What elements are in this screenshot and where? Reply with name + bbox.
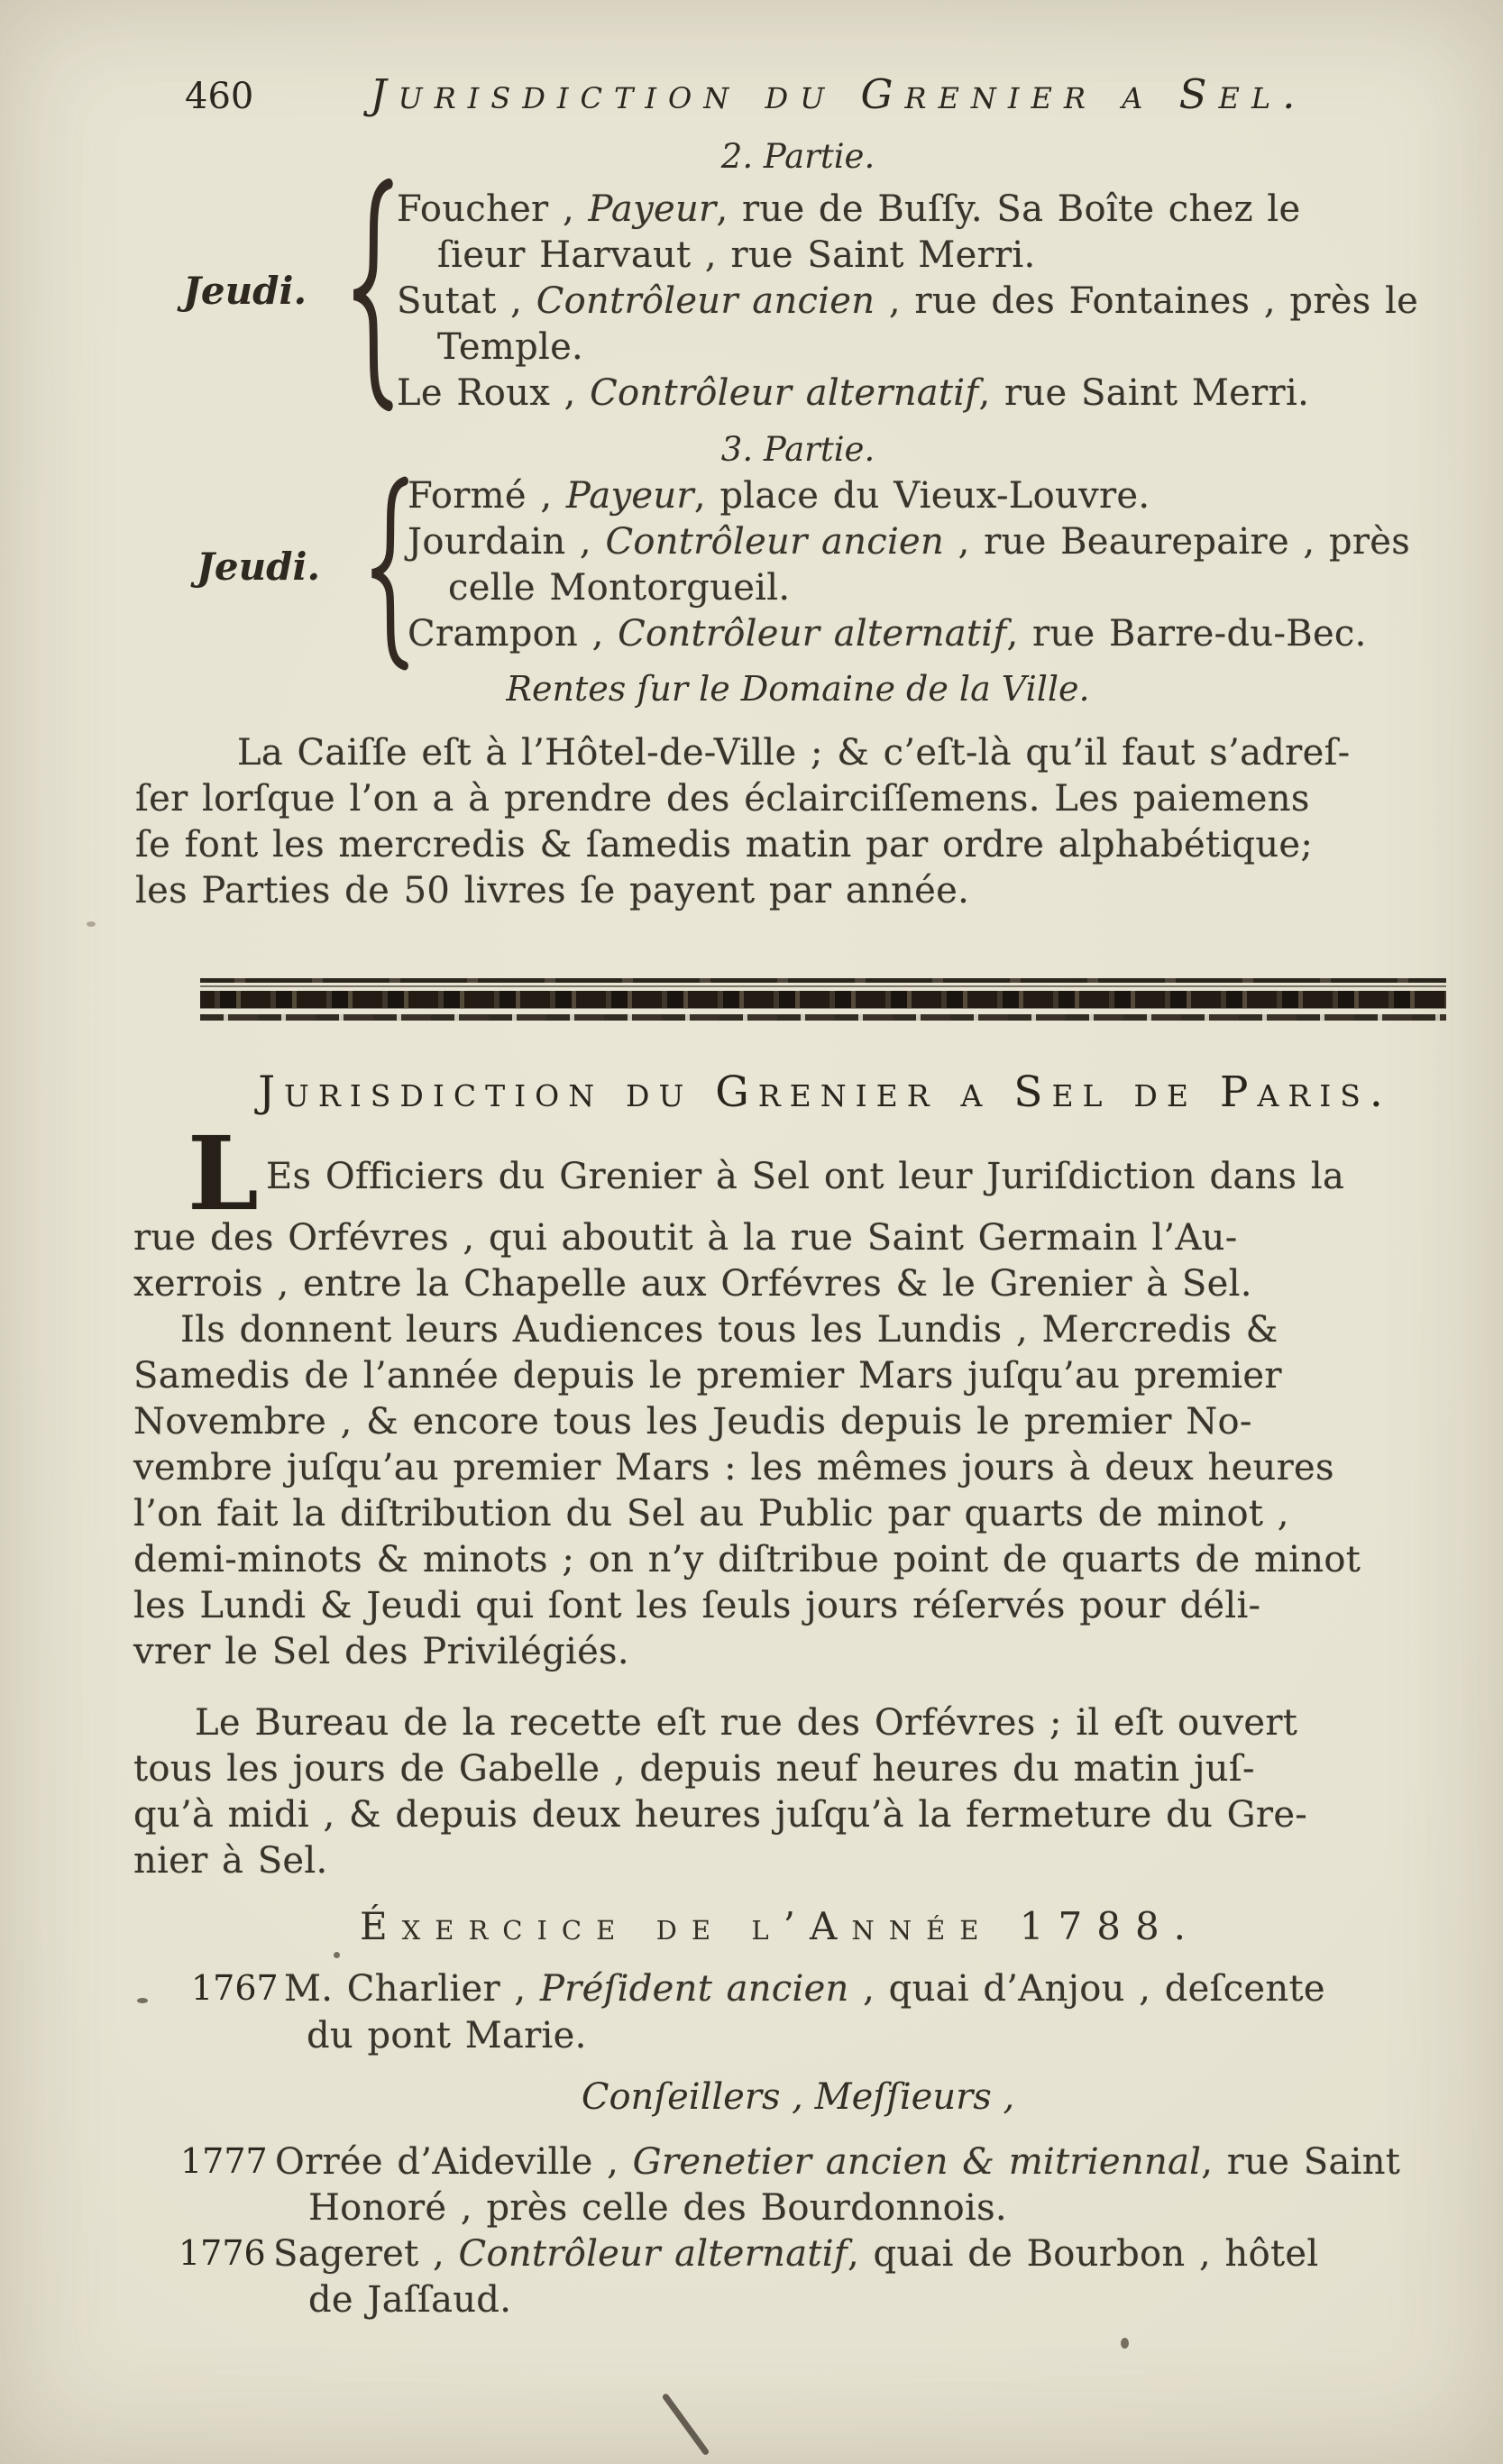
text-line: xerrois , entre la Chapelle aux Orfévres & le Grenier à Sel. xyxy=(133,1263,1252,1305)
text-line: les Parties de 50 livres ſe payent par année. xyxy=(135,870,970,911)
entry-year: 1767 xyxy=(191,1968,279,2008)
text-line: Formé , Payeur, place du Vieux-Louvre. xyxy=(408,475,1150,517)
text-line: Temple. xyxy=(437,326,584,368)
text-line: Le Roux , Contrôleur alternatif, rue Saint Merri. xyxy=(397,372,1310,414)
text-line: M. Charlier , Préſident ancien , quai d’Anjou , deſcente xyxy=(284,1968,1325,2010)
section-title: Jurisdiction du Grenier a Sel de Paris. xyxy=(258,1067,1392,1117)
paragraph-3 xyxy=(133,1700,1307,1884)
paragraph-2 xyxy=(133,1307,1361,1675)
conseillers-heading: Conſeillers , Meſſieurs , xyxy=(581,2076,1015,2118)
text-line: Novembre , & encore tous les Jeudis depuis le premier No- xyxy=(133,1401,1252,1443)
text-line: celle Montorgueil. xyxy=(448,567,791,609)
ink-stroke xyxy=(662,2393,710,2456)
text-line: Es Officiers du Grenier à Sel ont leur Juriſdiction dans la xyxy=(266,1156,1345,1197)
text-line: Samedis de l’année depuis le premier Mars juſqu’au premier xyxy=(133,1355,1282,1397)
text-line: rue des Orfévres , qui aboutit à la rue Saint Germain l’Au- xyxy=(133,1217,1238,1259)
exercice-heading: Éxercice de l’Année 1788. xyxy=(359,1904,1201,1948)
rentes-paragraph xyxy=(135,730,1351,914)
text-line: les Lundi & Jeudi qui ſont les ſeuls jours réſervés pour déli- xyxy=(133,1585,1261,1626)
text-line: ſe font les mercredis & ſamedis matin par ordre alphabétique; xyxy=(135,824,1314,866)
group2-entries xyxy=(408,473,1410,657)
text-line: ſer lorſque l’on a à prendre des éclairciſſemens. Les paiemens xyxy=(135,778,1310,820)
group1-entries xyxy=(397,187,1418,417)
entry-year: 1776 xyxy=(179,2233,266,2273)
text-line: Jourdain , Contrôleur ancien , rue Beaurepaire , près xyxy=(408,521,1411,563)
text-line: l’on fait la diſtribution du Sel au Public par quarts de minot , xyxy=(133,1493,1289,1534)
text-line: Sutat , Contrôleur ancien , rue des Fontaines , près le xyxy=(397,280,1419,322)
ornamental-divider xyxy=(200,978,1446,1025)
page-number: 460 xyxy=(185,76,254,117)
running-title: Jurisdiction du Grenier a Sel. xyxy=(370,70,1307,118)
paragraph-1 xyxy=(133,1215,1252,1307)
text-line: Foucher , Payeur, rue de Buſſy. Sa Boîte chez le xyxy=(397,188,1301,230)
text-line: Honoré , près celle des Bourdonnois. xyxy=(308,2187,1007,2229)
curly-brace-1 xyxy=(344,177,396,413)
text-line: qu’à midi , & depuis deux heures juſqu’à la fermeture du Gre- xyxy=(133,1794,1308,1836)
text-line: demi-minots & minots ; on n’y diſtribue point de quarts de minot xyxy=(133,1539,1361,1580)
text-line: La Caiſſe eſt à l’Hôtel-de-Ville ; & c’eſt-là qu’il faut s’adreſ- xyxy=(237,732,1351,774)
text-line: Crampon , Contrôleur alternatif, rue Barre-du-Bec. xyxy=(408,613,1367,655)
drop-cap: L xyxy=(188,1115,259,1233)
text-line: vembre juſqu’au premier Mars : les mêmes jours à deux heures xyxy=(133,1447,1334,1488)
day-label-jeudi-2: Jeudi. xyxy=(197,545,321,589)
text-line: de Jaſſaud. xyxy=(308,2279,512,2321)
text-line: ſieur Harvaut , rue Saint Merri. xyxy=(437,234,1036,276)
text-line: Orrée d’Aideville , Grenetier ancien & mitriennal, rue Saint xyxy=(275,2141,1401,2183)
part-2-heading: 2. Partie. xyxy=(720,137,875,176)
ink-speck xyxy=(1121,2338,1129,2349)
text-line: tous les jours de Gabelle , depuis neuf heures du matin juſ- xyxy=(133,1748,1255,1790)
entry-year: 1777 xyxy=(180,2141,268,2181)
rentes-heading: Rentes ſur le Domaine de la Ville. xyxy=(506,669,1090,709)
curly-brace-2 xyxy=(362,475,411,672)
part-3-heading: 3. Partie. xyxy=(720,430,875,469)
text-line: Sageret , Contrôleur alternatif, quai de Bourbon , hôtel xyxy=(273,2233,1319,2275)
ink-speck xyxy=(87,921,96,927)
ink-speck xyxy=(334,1952,340,1958)
text-line: du pont Marie. xyxy=(307,2015,587,2056)
text-line: nier à Sel. xyxy=(133,1840,328,1882)
text-line: vrer le Sel des Privilégiés. xyxy=(133,1631,629,1672)
day-label-jeudi-1: Jeudi. xyxy=(183,269,307,313)
text-line: Le Bureau de la recette eſt rue des Orfévres ; il eſt ouvert xyxy=(195,1702,1298,1744)
ink-speck xyxy=(137,1998,148,2003)
text-line: Ils donnent leurs Audiences tous les Lundis , Mercredis & xyxy=(180,1309,1278,1351)
